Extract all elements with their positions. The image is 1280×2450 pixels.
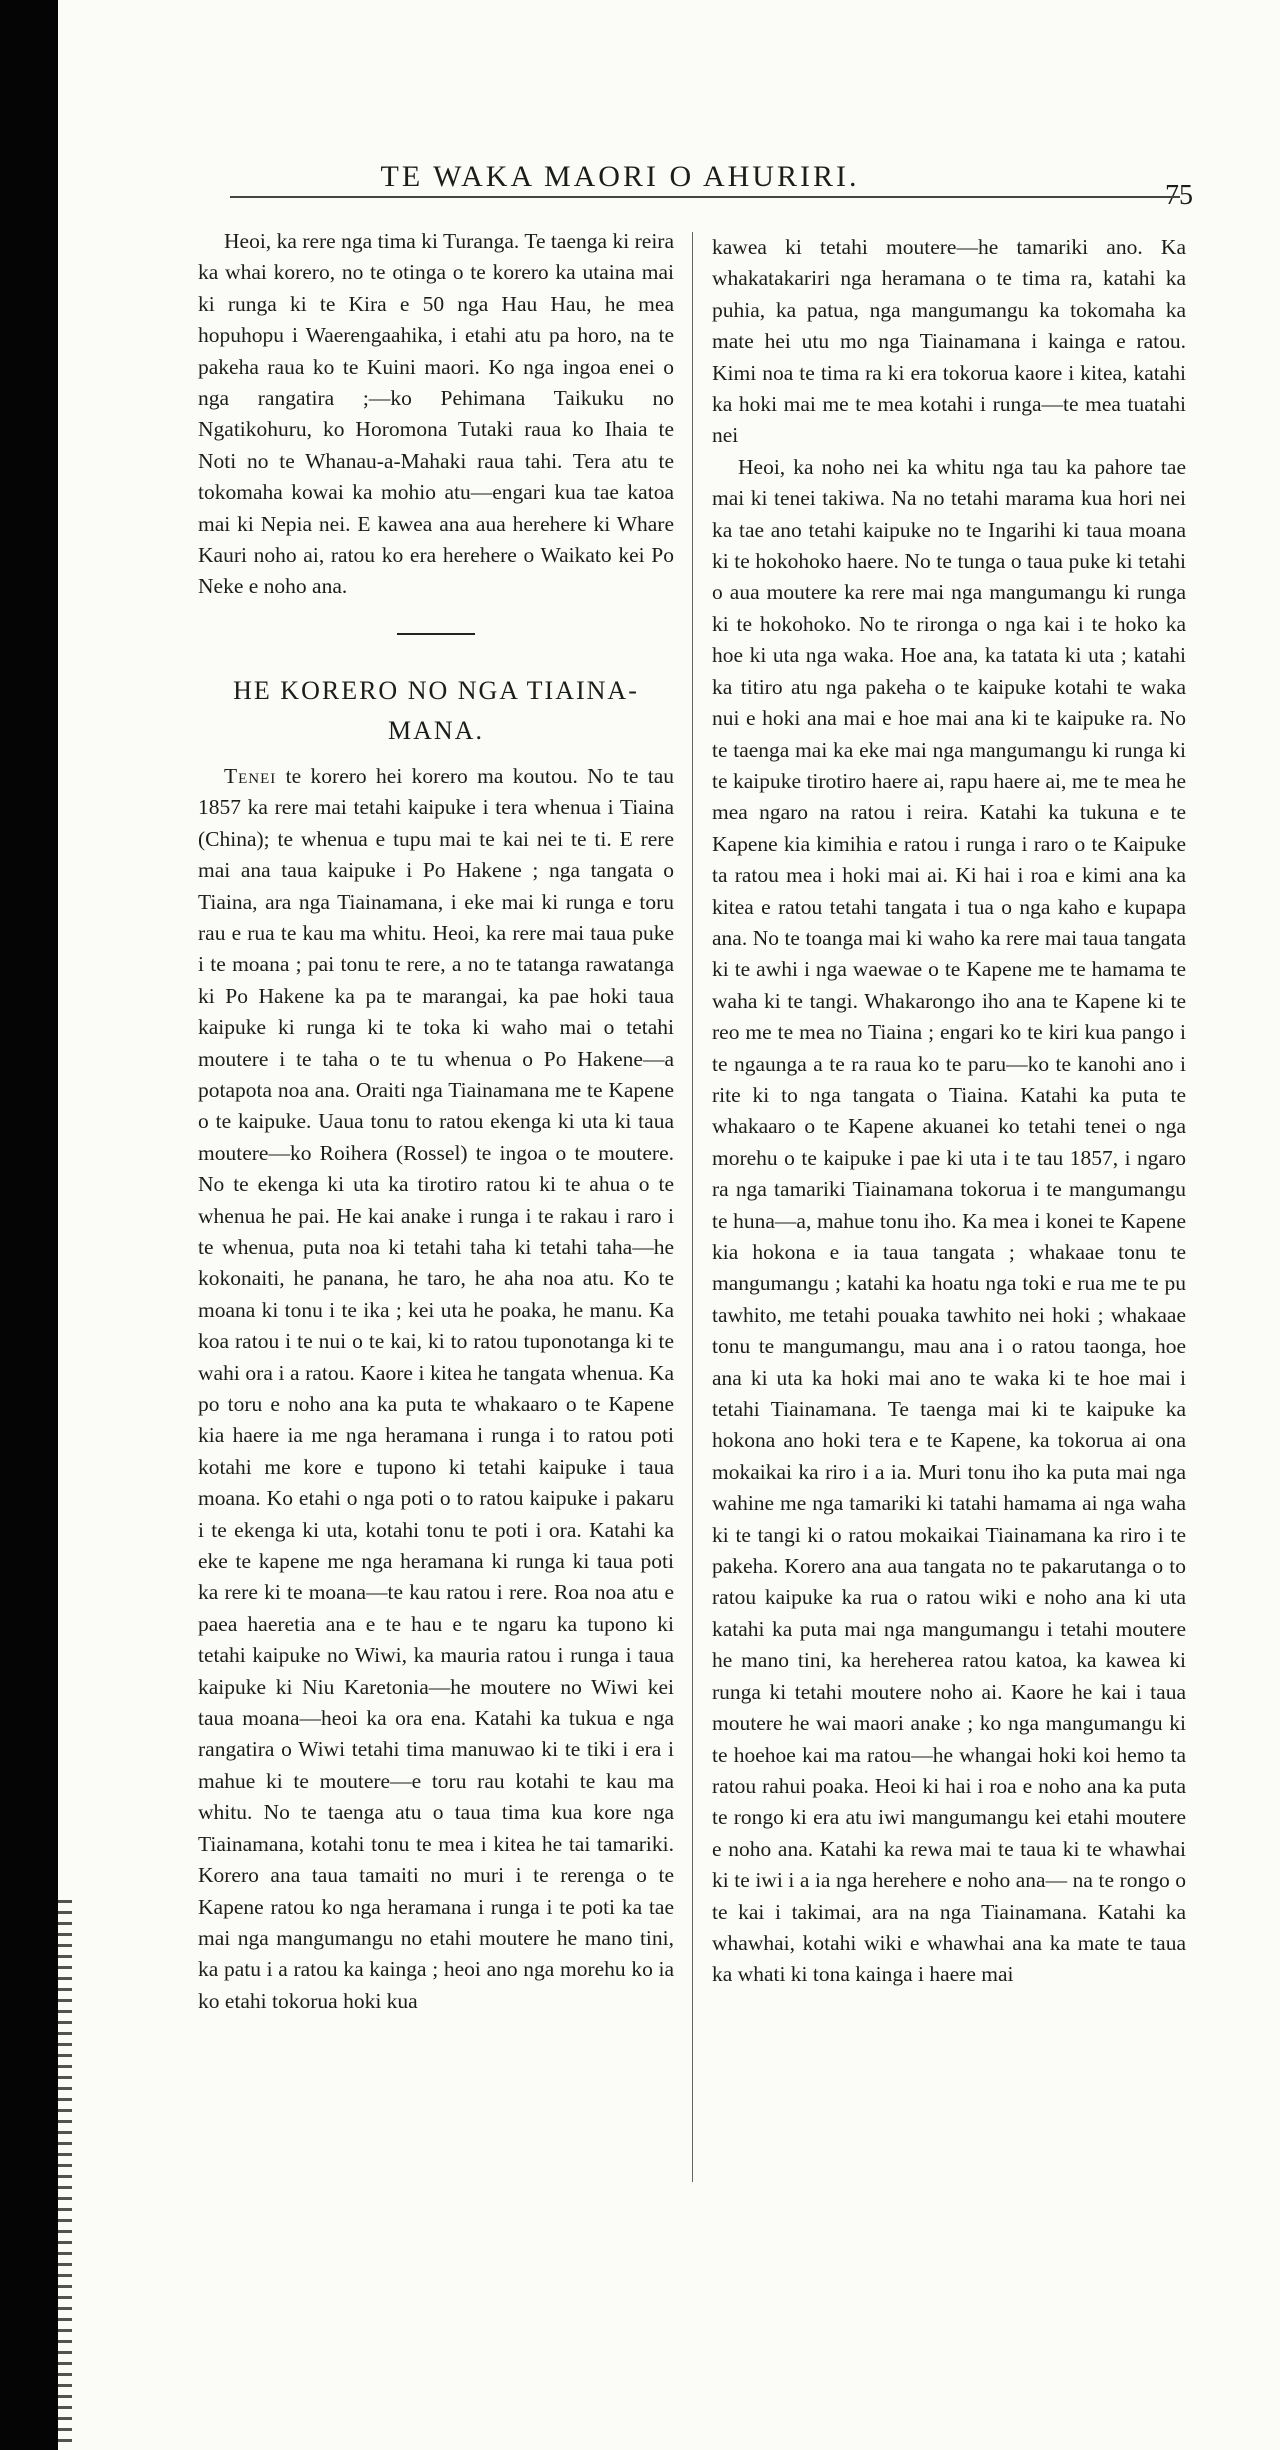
intro-paragraph: Heoi, ka rere nga tima ki Turanga. Te taenga ki reira ka whai korero, no te otinga o te korero ka utaina mai ki runga ki te Kira e 50 nga Hau Hau, he mea hopuhopu i Waerengaahika, i etahi atu pa horo, na te pakeha raua ko te Kuini maori. Ko nga ingoa enei o nga rangatira ;—ko Pehimana Taikuku no Ngatikohuru, ko Horomona Tutaki raua ko Ihaia te Noti no te Whanau-a-Mahaki raua tahi. Tera atu te tokomaha kowai ka mohio atu—engari kua tae katoa mai ki Nepia nei. E kawea ana aua herehere ki Whare Kauri noho ai, ratou ko era herehere o Waikato kei Po Neke e noho ana. xyxy=(198,229,674,599)
right-column xyxy=(712,232,1186,1991)
page-number: 75 xyxy=(1165,180,1193,211)
article-paragraph-2: Heoi, ka noho nei ka whitu nga tau ka pahore tae mai ki tenei takiwa. Na no tetahi marama kua hori nei ka tae ano tetahi kaipuke no te Ingarihi ki taua moana ki te hokohoko haere. No te tunga o taua puke ki tetahi o aua moutere ka rere mai nga mangumangu ki runga ki te hokohoko. No te rironga o nga kai i te hoko ka hoe ki uta nga waka. Hoe ana, ka tatata ki uta ; katahi ka titiro atu nga pakeha o te kaipuke kotahi te waka nui e hoki ana mai e hoe mai ana ki te kaipuke ra. No te taenga mai ka eke mai nga mangumangu ki runga ki te kaipuke tirotiro haere ai, rapu haere ai, me te mea he mea ngaro na ratou i reira. Katahi ka tukuna e te Kapene kia kimihia e ratou i runga i raro o te Kaipuke ta ratou mea i hoki mai ai. Ki hai i roa e kimi ana ka kitea e ratou tetahi tangata i tua o nga kaho e kupapa ana. No te toanga mai ki waho ka rere mai taua tangata ki te awhi i nga waewae o te Kapene me te hamama te waha ki te tangi. Whakarongo iho ana te Kapene ki te reo me te mea no Tiaina ; engari ko te kiri kua pango i te ngaunga a te ra raua ko te paru—ko te kanohi ano i rite ki to nga tangata o Tiaina. Katahi ka puta te whakaaro o te Kapene akuanei ko tetahi tenei o nga morehu o te kaipuke i pae ki uta i te tau 1857, i ngaro ra nga tamariki Tiainamana tokorua i te mangumangu te huna—a, mahue tonu iho. Ka mea i konei te Kapene kia hokona e ia taua tangata ; whakaae tonu te mangumangu ; katahi ka hoatu nga toki e rua me te pu tawhito, me tetahi pouaka tawhito nei hoki ; whakaae tonu te mangumangu, mau ana i o ratou taonga, hoe ana ki uta ka hoki mai ano te waka ki te hoe mai i tetahi Tiainamana. Te taenga mai ki te kaipuke ka hokona ano hoki tera e te Kapene, ka tokorua ai ona mokaikai ka riro i a ia. Muri tonu iho ka puta mai nga wahine me nga tamariki ki tatahi hamama ai nga waha ki te tangi ki o ratou mokaikai Tiainamana ka riro i te pakeha. Korero ana aua tangata no te pakarutanga o to ratou kaipuke ka rua o ratou wiki e noho ana ki uta katahi ka puta mai nga mangumangu i tetahi moutere he mano tini, ka hereherea ratou katoa, ka kawea ki runga ki tetahi moutere noho ai. Kaore he kai i taua moutere he wai maori anake ; ko nga mangumangu ki te hoehoe kai ma ratou—he whangai hoki koi hemo ta ratou rahui poaka. Heoi ki hai i roa e noho ana ka puta te rongo ki era atu iwi mangumangu kei etahi moutere e noho ana. Katahi ka rewa mai te taua ki te whawhai ki te iwi i a ia nga herehere e noho ana— na te rongo o te kai i takimai, ara na nga Tiainamana. Katahi ka whawhai, kotahi wiki e whawhai ana ka mate te taua ka whati ki tona kainga i haere mai xyxy=(712,454,1186,1987)
running-title: TE WAKA MAORI O AHURIRI. xyxy=(380,160,860,193)
section-divider xyxy=(397,633,475,635)
binding-edge xyxy=(0,0,58,2450)
article-paragraph-1-text: te korero hei korero ma koutou. No te tau 1857 ka rere mai tetahi kaipuke i tera whenua i Tiaina (China); te whenua e tupu mai te kai nei te ti. E rere mai ana taua kaipuke i Po Hakene ; nga tangata o Tiaina, ara nga Tiainamana, i eke mai ki runga e toru rau e rua te kau ma whitu. Heoi, ka rere mai taua puke i te moana ; pai tonu te rere, a no te tatanga rawatanga ki Po Hakene ka pa te marangai, ka pae hoki taua kaipuke ki runga ki te toka ki waho mai o tetahi moutere i te taha o te tu whenua o Po Hakene—a potapota noa ana. Oraiti nga Tiainamana me te Kapene o te kaipuke. Uaua tonu to ratou ekenga ki uta ki taua moutere—ko Roihera (Rossel) te ingoa o te moutere. No te ekenga ki uta ka tirotiro ratou ki te ahua o te whenua he pai. He kai anake i runga i te rakau i raro i te whenua, puta noa ki tetahi taha ki tetahi taha—he kokonaiti, he panana, he taro, he aha noa atu. Ko te moana ki tonu i te ika ; kei uta he poaka, he manu. Ka koa ratou i te nui o te kai, ki to ratou tuponotanga ki te wahi ora i a ratou. Kaore i kitea he tangata whenua. Ka po toru e noho ana ka puta te whakaaro o te Kapene kia haere ia me nga heramana i runga i to ratou poti kotahi me kore e tupono ki tetahi kaipuke i taua moana. Ko etahi o nga poti o to ratou kaipuke i pakaru i te ekenga ki uta, kotahi tonu te poti i ora. Katahi ka eke te kapene me nga heramana ki runga ki taua poti ka rere ki te moana—te kau ratou i rere. Roa noa atu e paea haeretia ana e te hau e te ngaru ka tupono ki tetahi kaipuke no Wiwi, ka mauria ratou i runga i taua kaipuke ki Niu Karetonia—he moutere no Wiwi kei taua moana—heoi ka ora ena. Katahi ka tukua e nga rangatira o Wiwi tetahi tima manuwao ki te tiki i era i mahue ki te moutere—e toru rau kotahi te kau ma whitu. No te taenga atu o taua tima kua kore nga Tiainamana, kotahi tonu te mea i kitea he tai tamariki. Korero ana taua tamaiti no muri i te rerenga o te Kapene ratou ko nga heramana i runga i te poti ka tae mai nga mangumangu no etahi moutere he mano tini, ka patu i a ratou ka kainga ; heoi ano nga morehu ko ia ko etahi tokorua hoki kua xyxy=(198,763,675,2013)
article-paragraph-1 xyxy=(198,761,674,2017)
article-title-line-2: MANA. xyxy=(388,715,484,745)
binding-edge-fray xyxy=(58,1900,72,2450)
article-title-line-1: HE KORERO NO NGA TIAINA- xyxy=(233,675,639,705)
column-divider xyxy=(692,232,693,2182)
article-title xyxy=(198,671,674,751)
article-continuation-paragraph: kawea ki tetahi moutere—he tamariki ano. Ka whakatakariri nga heramana o te tima ra, katahi ka puhia, ka patua, nga mangumangu ka tokomaha ka mate hei utu mo nga Tiainamana i kainga e ratou. Kimi noa te tima ra ki era tokorua kaore i kitea, katahi ka hoki mai me te mea kotahi i runga—te mea tuatahi nei xyxy=(712,235,1186,448)
left-column xyxy=(198,226,674,2017)
article-opening-word: Tenei xyxy=(224,763,277,788)
header-rule xyxy=(230,196,1180,198)
